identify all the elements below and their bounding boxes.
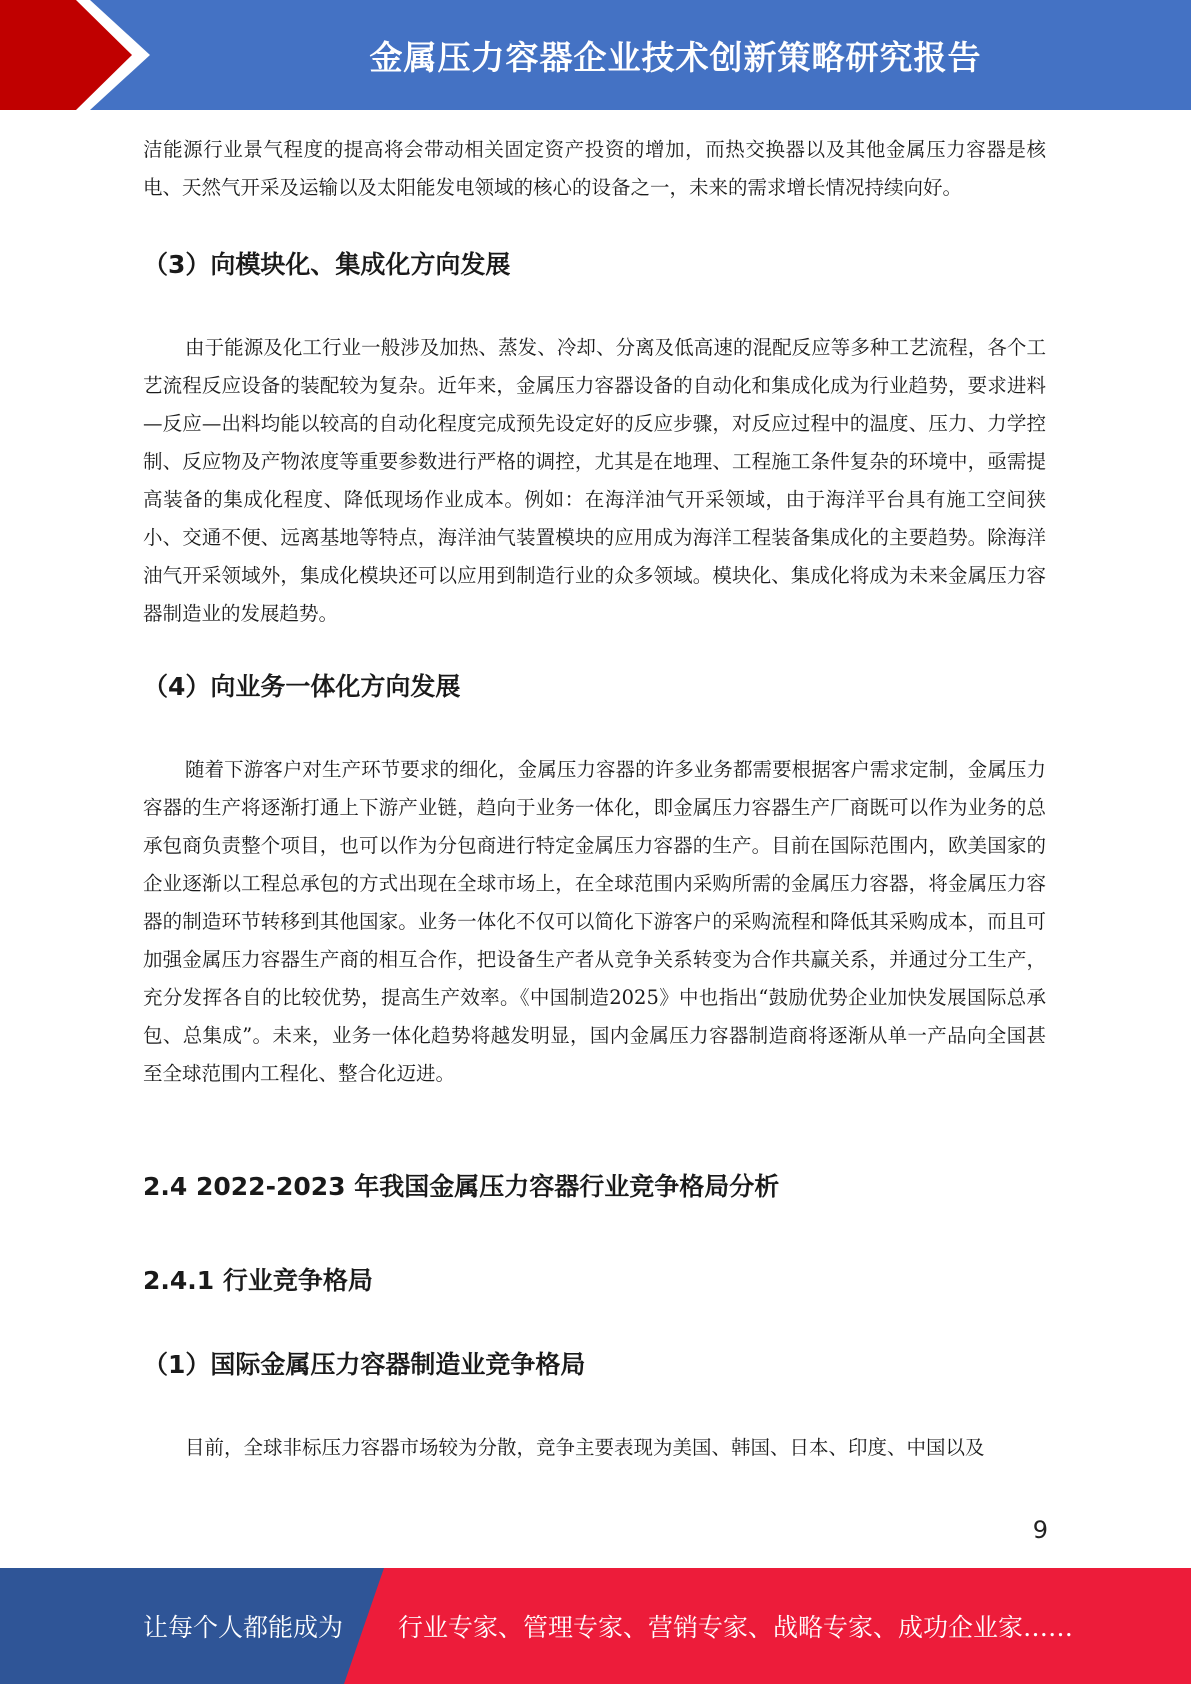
section-2-4-heading: 2.4 2022-2023 年我国金属压力容器行业竞争格局分析 [143, 1172, 780, 1201]
footer-slogan-right: 行业专家、管理专家、营销专家、战略专家、成功企业家…… [398, 1613, 1074, 1642]
section-intl-paragraph: 目前，全球非标压力容器市场较为分散，竞争主要表现为美国、韩国、日本、印度、中国以及 [185, 1436, 985, 1459]
section-intl-heading: （1）国际金属压力容器制造业竞争格局 [143, 1350, 586, 1379]
footer-slogan-left: 让每个人都能成为 [143, 1613, 344, 1642]
section-3-heading: （3）向模块化、集成化方向发展 [143, 250, 511, 279]
header-title: 金属压力容器企业技术创新策略研究报告 [369, 37, 982, 77]
page-footer [0, 1568, 1191, 1684]
page-header [0, 0, 1191, 110]
page-number: 9 [1032, 1516, 1048, 1544]
section-3-paragraph: 由于能源及化工行业一般涉及加热、蒸发、冷却、分离及低高速的混配反应等多种工艺流程，各个工艺流程反应设备的装配较为复杂。近年来，金属压力容器设备的自动化和集成化成为行业趋势，要求进料—反应—出料均能以较高的自动化程度完成预先设定好的反应步骤，对反应过程中的温度、压力、力学控制、反应物及产物浓度等重要参数进行严格的调控，尤其是在地理、工程施工条件复杂的环境中，亟需提高装备的集成化程度、降低现场作业成本。例如：在海洋油气开采领域，由于海洋平台具有施工空间狭小、交通不便、远离基地等特点，海洋油气装置模块的应用成为海洋工程装备集成化的主要趋势。除海洋油气开采领域外，集成化模块还可以应用到制造行业的众多领域。模块化、集成化将成为未来金属压力容器制造业的发展趋势。 [143, 336, 1046, 625]
section-4-paragraph: 随着下游客户对生产环节要求的细化，金属压力容器的许多业务都需要根据客户需求定制，金属压力容器的生产将逐渐打通上下游产业链，趋向于业务一体化，即金属压力容器生产厂商既可以作为业务的总承包商负责整个项目，也可以作为分包商进行特定金属压力容器的生产。目前在国际范围内，欧美国家的企业逐渐以工程总承包的方式出现在全球市场上，在全球范围内采购所需的金属压力容器，将金属压力容器的制造环节转移到其他国家。业务一体化不仅可以简化下游客户的采购流程和降低其采购成本，而且可加强金属压力容器生产商的相互合作，把设备生产者从竞争关系转变为合作共赢关系，并通过分工生产，充分发挥各自的比较优势，提高生产效率。《中国制造2025》中也指出“鼓励优势企业加快发展国际总承包、总集成”。未来，业务一体化趋势将越发明显，国内金属压力容器制造商将逐渐从单一产品向全国甚至全球范围内工程化、整合化迈进。 [143, 758, 1046, 1085]
section-4-heading: （4）向业务一体化方向发展 [143, 672, 461, 701]
intro-paragraph: 洁能源行业景气程度的提高将会带动相关固定资产投资的增加，而热交换器以及其他金属压力容器是核电、天然气开采及运输以及太阳能发电领域的核心的设备之一，未来的需求增长情况持续向好。 [143, 138, 1046, 199]
section-2-4-1-heading: 2.4.1 行业竞争格局 [143, 1266, 373, 1295]
document-body [143, 131, 1046, 1467]
